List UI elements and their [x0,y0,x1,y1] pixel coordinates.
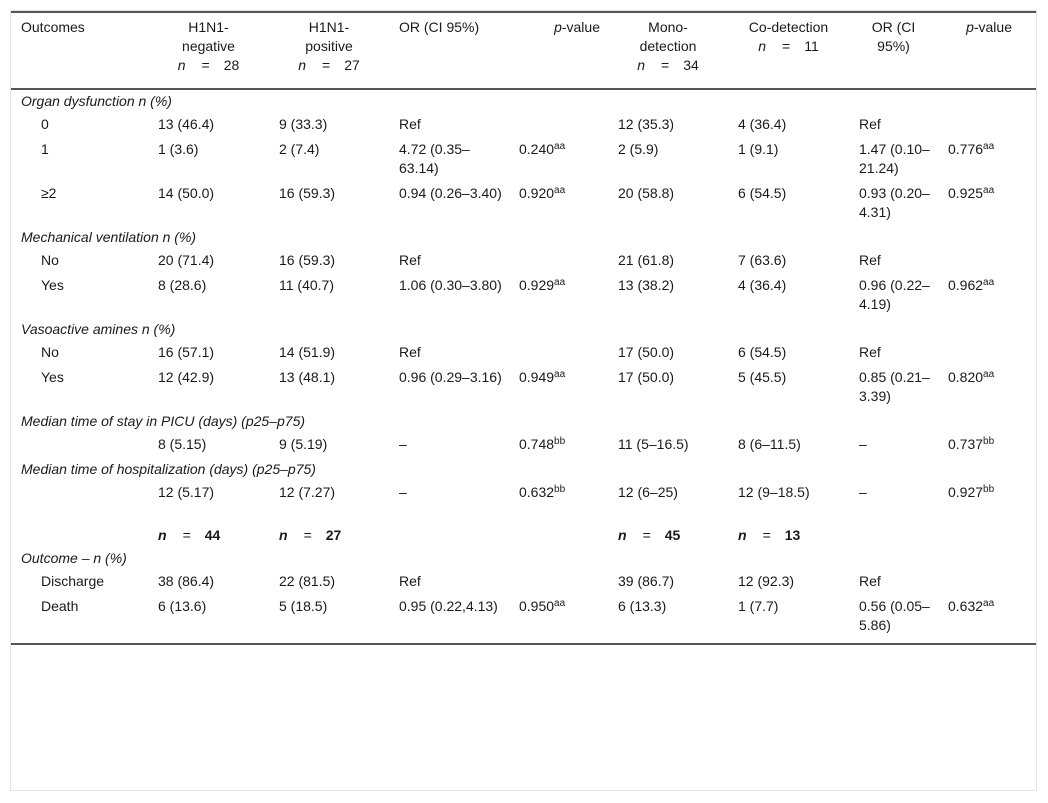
header-or-ci-2: OR (CI 95%) [849,12,938,89]
outcomes-table [11,11,1036,645]
n-row: n = 44 n = 27 n = 45 n = 13 [158,527,801,543]
table-row: 12 (5.17) 12 (7.27) – 0.632$^{bb}$ 12 (6–25) 12 (9–18.5) – 0.927$^{bb}$ [158,484,995,500]
header-co-detection: Co-detection n = 11 [728,12,849,89]
section-hospitalization: Median time of hospitalization (days) (p25–p75) [21,461,316,477]
table-row: 1 1 (3.6) 2 (7.4) 4.72 (0.35–63.14) 0.240$^{aa}$ 2 (5.9) 1 (9.1) 1.47 (0.10–21.24) 0.776$^{aa}$ [41,141,995,176]
header-h1n1-negative: H1N1- negative n = 28 [148,12,269,89]
header-p-value-2: p-value [938,12,1036,89]
header-row [11,12,1036,89]
table-row: ≥2 14 (50.0) 16 (59.3) 0.94 (0.26–3.40) 0.920$^{aa}$ 20 (58.8) 6 (54.5) 0.93 (0.20–4.31) 0.925$^{aa}$ [41,185,995,220]
section-picu-stay: Median time of stay in PICU (days) (p25–p75) [21,413,306,429]
table-body [11,89,1036,643]
table-row: 0 13 (46.4) 9 (33.3) Ref 12 (35.3) 4 (36.4) Ref [41,116,881,132]
section-outcome: Outcome – n (%) [21,550,127,566]
header-h1n1-positive: H1N1- positive n = 27 [269,12,389,89]
header-or-ci: OR (CI 95%) [389,12,509,89]
table-row: Yes 8 (28.6) 11 (40.7) 1.06 (0.30–3.80) 0.929$^{aa}$ 13 (38.2) 4 (36.4) 0.96 (0.22–4.19) 0.962$^{aa}$ [41,277,995,312]
table-row: Yes 12 (42.9) 13 (48.1) 0.96 (0.29–3.16) 0.949$^{aa}$ 17 (50.0) 5 (45.5) 0.85 (0.21–3.39) 0.820$^{aa}$ [41,369,995,404]
table-row: Death 6 (13.6) 5 (18.5) 0.95 (0.22,4.13) 0.950$^{aa}$ 6 (13.3) 1 (7.7) 0.56 (0.05–5.86) 0.632$^{aa}$ [41,598,995,633]
header-p-value: p-value [509,12,608,89]
header-outcomes: Outcomes [11,12,148,89]
table-row: No 20 (71.4) 16 (59.3) Ref 21 (61.8) 7 (63.6) Ref [41,252,881,268]
table-row: No 16 (57.1) 14 (51.9) Ref 17 (50.0) 6 (54.5) Ref [41,344,881,360]
header-mono-detection: Mono- detection n = 34 [608,12,728,89]
table-row: Discharge 38 (86.4) 22 (81.5) Ref 39 (86.7) 12 (92.3) Ref [41,573,881,589]
table-row: 8 (5.15) 9 (5.19) – 0.748$^{bb}$ 11 (5–16.5) 8 (6–11.5) – 0.737$^{bb}$ [158,436,995,452]
section-mechanical-ventilation: Mechanical ventilation n (%) [21,229,197,245]
section-organ-dysfunction: Organ dysfunction n (%) [21,93,172,109]
section-vasoactive-amines: Vasoactive amines n (%) [21,321,176,337]
